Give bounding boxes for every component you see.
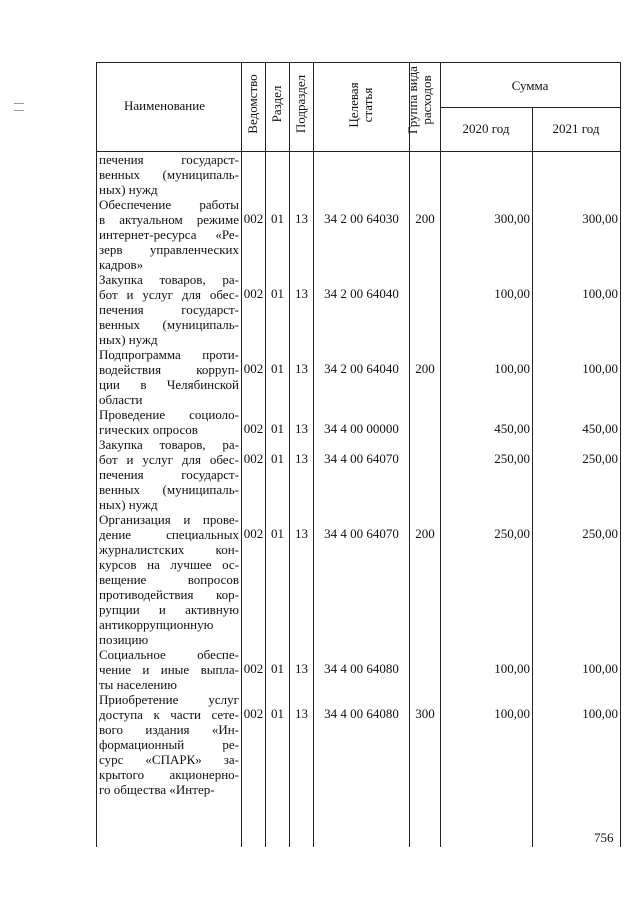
row-name-line: венных (муниципаль- xyxy=(99,482,239,497)
cell-sum-2020: 450,00 xyxy=(494,421,530,436)
header-razdel: Раздел xyxy=(269,85,284,123)
row-name-line: антикоррупционную xyxy=(99,617,214,632)
cell-razdel: 01 xyxy=(271,286,284,301)
row-name-line: бот и услуг для обес- xyxy=(99,287,239,302)
cell-sum-2021: 100,00 xyxy=(582,286,618,301)
cell-razdel: 01 xyxy=(271,526,284,541)
cell-sum-2020: 100,00 xyxy=(494,661,530,676)
row-name-line: вещение вопросов xyxy=(99,572,239,587)
header-year-2021: 2021 год xyxy=(552,121,600,136)
row-name-line: вого издания «Ин- xyxy=(99,722,239,737)
cell-razdel: 01 xyxy=(271,451,284,466)
row-name-line: зерв управленческих xyxy=(99,242,239,257)
cell-sum-2021: 250,00 xyxy=(582,526,618,541)
cell-vedomstvo: 002 xyxy=(243,526,264,541)
cell-vedomstvo: 002 xyxy=(243,421,264,436)
cell-sum-2020: 300,00 xyxy=(494,211,530,226)
cell-sum-2020: 100,00 xyxy=(494,286,530,301)
cell-podrazdel: 13 xyxy=(295,526,308,541)
cell-gruppa-vida: 200 xyxy=(415,361,435,376)
row-name-line: Подпрограмма проти- xyxy=(99,347,239,362)
row-name-line: кадров» xyxy=(99,257,144,272)
cell-tselevaya-statya: 34 4 00 00000 xyxy=(324,421,399,436)
table-top-border xyxy=(96,62,620,63)
row-name-line: Социальное обеспе- xyxy=(99,647,239,662)
row-name-line: Закупка товаров, ра- xyxy=(99,272,239,287)
cell-podrazdel: 13 xyxy=(295,451,308,466)
header-summa: Сумма xyxy=(511,78,549,93)
row-name-line: сурс «СПАРК» за- xyxy=(99,752,239,767)
row-name-line: гических опросов xyxy=(99,422,198,437)
row-name-line: журналистских кон- xyxy=(99,542,239,557)
cell-vedomstvo: 002 xyxy=(243,361,264,376)
row-name-line: интернет-ресурса «Ре- xyxy=(99,227,239,242)
cell-vedomstvo: 002 xyxy=(243,706,264,721)
cell-tselevaya-statya: 34 4 00 64080 xyxy=(324,706,399,721)
row-name-line: венных (муниципаль- xyxy=(99,317,239,332)
cell-sum-2021: 300,00 xyxy=(582,211,618,226)
cell-podrazdel: 13 xyxy=(295,211,308,226)
cell-tselevaya-statya: 34 2 00 64040 xyxy=(324,361,399,376)
cell-podrazdel: 13 xyxy=(295,706,308,721)
row-name-line: го общества «Интер- xyxy=(99,782,215,797)
row-name-line: противодействия кор- xyxy=(99,587,239,602)
row-name-line: ных) нужд xyxy=(99,332,158,347)
header-name: Наименование xyxy=(124,98,205,113)
cell-gruppa-vida: 300 xyxy=(415,706,435,721)
row-name-line: рупции и активную xyxy=(99,602,239,617)
cell-gruppa-vida: 200 xyxy=(415,526,435,541)
cell-razdel: 01 xyxy=(271,421,284,436)
cell-podrazdel: 13 xyxy=(295,286,308,301)
row-name-line: доступа к части сете- xyxy=(99,707,239,722)
cell-sum-2020: 250,00 xyxy=(494,526,530,541)
row-name-line: формационный ре- xyxy=(99,737,239,752)
cell-podrazdel: 13 xyxy=(295,421,308,436)
cell-sum-2020: 100,00 xyxy=(494,361,530,376)
row-name-line: в актуальном режиме xyxy=(99,212,239,227)
cell-tselevaya-statya: 34 2 00 64040 xyxy=(324,286,399,301)
cell-razdel: 01 xyxy=(271,661,284,676)
row-name-line: ных) нужд xyxy=(99,182,158,197)
margin-mark xyxy=(14,110,24,111)
row-name-line: курсов на лучшее ос- xyxy=(99,557,239,572)
cell-podrazdel: 13 xyxy=(295,361,308,376)
row-name-line: чение и иные выпла- xyxy=(99,662,239,677)
row-name-line: водействия корруп- xyxy=(99,362,239,377)
row-name-line: крытого акционерно- xyxy=(99,767,239,782)
row-name-line: бот и услуг для обес- xyxy=(99,452,239,467)
col-border-left xyxy=(96,62,97,847)
cell-tselevaya-statya: 34 4 00 64070 xyxy=(324,451,399,466)
cell-tselevaya-statya: 34 2 00 64030 xyxy=(324,211,399,226)
cell-sum-2020: 100,00 xyxy=(494,706,530,721)
summa-divider xyxy=(440,107,620,108)
row-name-line: ты населению xyxy=(99,677,177,692)
row-name-line: печения государст- xyxy=(99,467,239,482)
cell-vedomstvo: 002 xyxy=(243,211,264,226)
row-name-line: ных) нужд xyxy=(99,497,158,512)
cell-razdel: 01 xyxy=(271,361,284,376)
cell-sum-2021: 450,00 xyxy=(582,421,618,436)
col-border-cs xyxy=(409,62,410,847)
col-border-right xyxy=(620,62,621,847)
cell-sum-2021: 250,00 xyxy=(582,451,618,466)
header-gruppa-vida-rashodov: Группа вида расходов xyxy=(405,66,434,134)
cell-sum-2021: 100,00 xyxy=(582,661,618,676)
row-name-line: позицию xyxy=(99,632,149,647)
header-vedomstvo: Ведомство xyxy=(245,74,260,134)
cell-vedomstvo: 002 xyxy=(243,286,264,301)
row-name-line: Закупка товаров, ра- xyxy=(99,437,239,452)
row-name-line: печения государст- xyxy=(99,152,239,167)
cell-vedomstvo: 002 xyxy=(243,451,264,466)
page-number: 756 xyxy=(594,830,614,845)
row-name-line: Приобретение услуг xyxy=(99,692,239,707)
row-name-line: дение специальных xyxy=(99,527,239,542)
row-name-line: Организация и прове- xyxy=(99,512,239,527)
cell-podrazdel: 13 xyxy=(295,661,308,676)
row-name-line: ции в Челябинской xyxy=(99,377,239,392)
cell-tselevaya-statya: 34 4 00 64080 xyxy=(324,661,399,676)
row-name-line: Проведение социоло- xyxy=(99,407,239,422)
header-tselevaya-statya: Целевая статья xyxy=(346,82,375,128)
header-year-2020: 2020 год xyxy=(462,121,510,136)
header-podrazdel: Подраздел xyxy=(293,74,308,134)
margin-mark xyxy=(14,103,24,104)
cell-sum-2021: 100,00 xyxy=(582,361,618,376)
row-name-line: венных (муниципаль- xyxy=(99,167,239,182)
cell-razdel: 01 xyxy=(271,706,284,721)
cell-vedomstvo: 002 xyxy=(243,661,264,676)
cell-sum-2020: 250,00 xyxy=(494,451,530,466)
row-name-line: Обеспечение работы xyxy=(99,197,239,212)
cell-razdel: 01 xyxy=(271,211,284,226)
cell-gruppa-vida: 200 xyxy=(415,211,435,226)
cell-tselevaya-statya: 34 4 00 64070 xyxy=(324,526,399,541)
cell-sum-2021: 100,00 xyxy=(582,706,618,721)
row-name-line: печения государст- xyxy=(99,302,239,317)
row-name-line: области xyxy=(99,392,143,407)
